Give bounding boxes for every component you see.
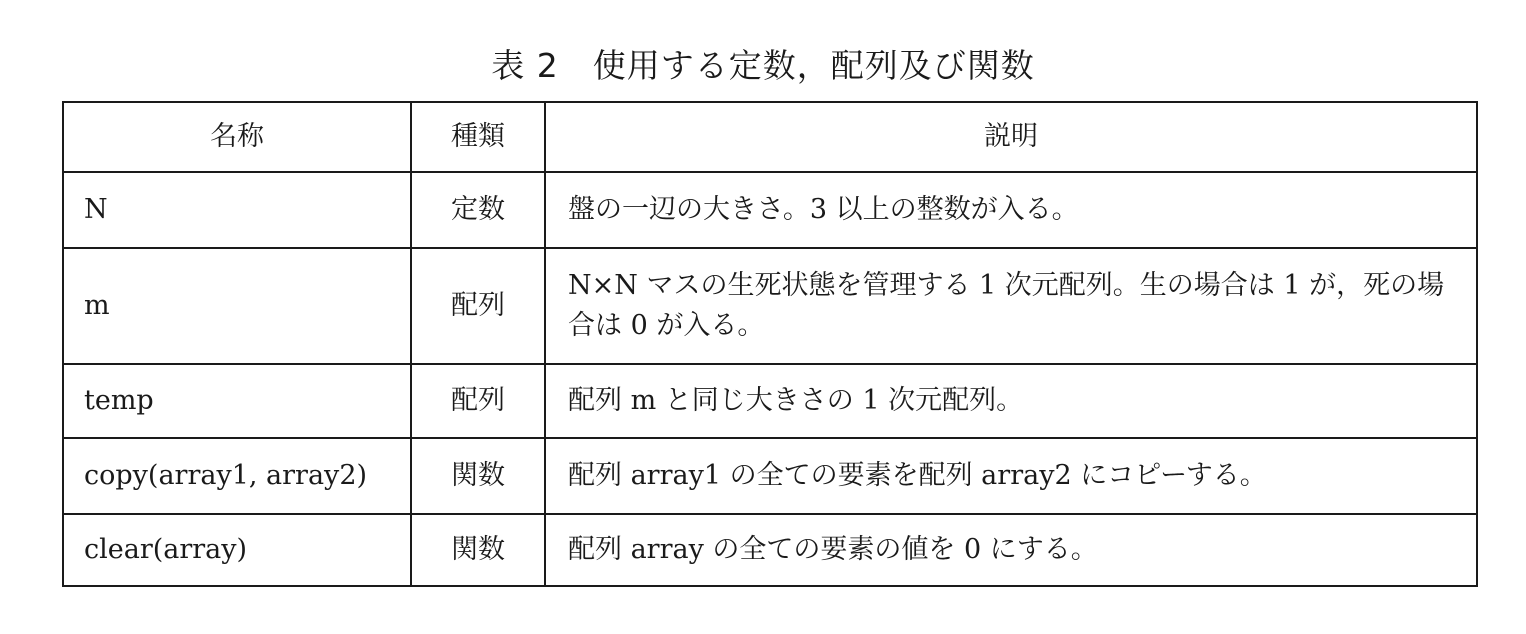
cell-description: N×N マスの生死状態を管理する 1 次元配列。生の場合は 1 が，死の場合は 0 が入る。 bbox=[545, 248, 1477, 364]
header-kind: 種類 bbox=[411, 102, 545, 172]
cell-kind: 配列 bbox=[411, 248, 545, 364]
cell-kind: 配列 bbox=[411, 364, 545, 438]
table-caption: 表 2 使用する定数，配列及び関数 bbox=[491, 46, 1035, 85]
cell-name: N bbox=[63, 172, 411, 248]
cell-kind: 関数 bbox=[411, 514, 545, 586]
cell-description: 盤の一辺の大きさ。3 以上の整数が入る。 bbox=[545, 172, 1477, 248]
table-header-row bbox=[63, 102, 1477, 172]
cell-kind: 関数 bbox=[411, 438, 545, 514]
cell-name: temp bbox=[63, 364, 411, 438]
table-row bbox=[63, 514, 1477, 586]
header-description: 説明 bbox=[545, 102, 1477, 172]
table-row bbox=[63, 438, 1477, 514]
cell-description: 配列 array の全ての要素の値を 0 にする。 bbox=[545, 514, 1477, 586]
header-name: 名称 bbox=[63, 102, 411, 172]
cell-kind: 定数 bbox=[411, 172, 545, 248]
table-row bbox=[63, 364, 1477, 438]
cell-description: 配列 array1 の全ての要素を配列 array2 にコピーする。 bbox=[545, 438, 1477, 514]
table-row bbox=[63, 172, 1477, 248]
cell-name: m bbox=[63, 248, 411, 364]
cell-name: clear(array) bbox=[63, 514, 411, 586]
cell-name: copy(array1, array2) bbox=[63, 438, 411, 514]
definitions-table bbox=[62, 101, 1478, 587]
cell-description: 配列 m と同じ大きさの 1 次元配列。 bbox=[545, 364, 1477, 438]
table-row bbox=[63, 248, 1477, 364]
